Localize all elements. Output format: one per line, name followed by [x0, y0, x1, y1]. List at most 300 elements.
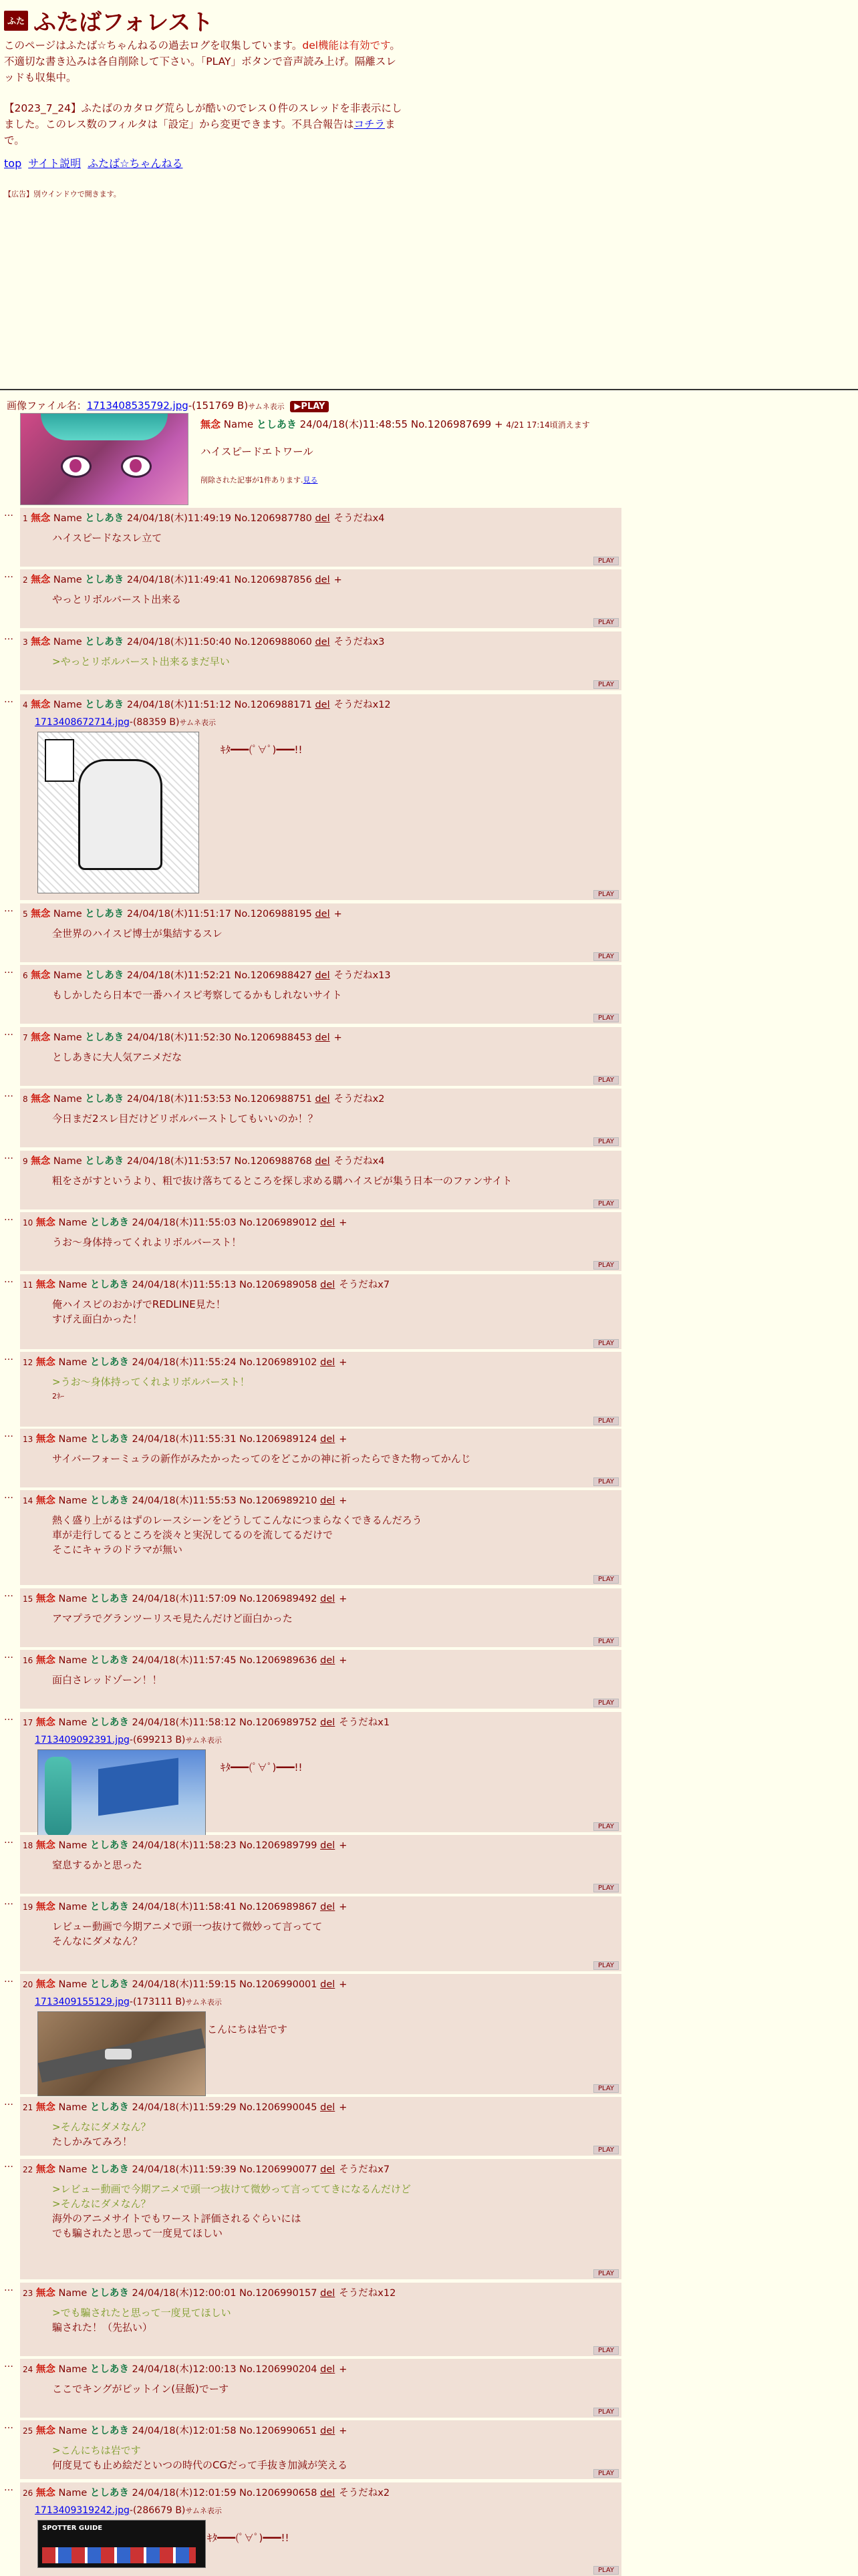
comment-line: 海外のアニメサイトでもワースト評価されるぐらいには [52, 2212, 301, 2225]
name-label: Name [58, 2288, 88, 2299]
quote-line: >そんなにダメなん？ [52, 2198, 151, 2210]
del-link[interactable]: del [315, 637, 330, 648]
del-link[interactable]: del [320, 1979, 335, 1990]
play-button[interactable]: PLAY [593, 2269, 619, 2278]
post-datetime: 24/04/18(木)11:55:03 [132, 1218, 237, 1228]
response-box [20, 1650, 621, 1709]
name-label: Name [53, 1094, 82, 1105]
name-label: Name [53, 700, 82, 710]
bug-report-link[interactable]: コチラ [353, 118, 385, 130]
post-number[interactable]: No.1206990001 [239, 1979, 317, 1990]
play-button[interactable]: PLAY [593, 680, 619, 689]
del-link[interactable]: del [315, 700, 330, 710]
post-datetime: 24/04/18(木)11:55:53 [132, 1495, 237, 1506]
play-button[interactable]: PLAY [593, 1199, 619, 1208]
response [4, 1974, 616, 2094]
post-number[interactable]: No.1206988171 [234, 700, 312, 710]
quote-line: >そんなにダメなん？ [52, 2121, 151, 2133]
sodane-button[interactable]: + [339, 1655, 347, 1666]
response [4, 2283, 616, 2356]
post-datetime: 24/04/18(木)12:00:13 [132, 2364, 237, 2375]
attached-image[interactable] [37, 1749, 206, 1844]
file-line [35, 2505, 222, 2516]
name-label: Name [58, 1840, 88, 1851]
response [4, 631, 616, 690]
op-header [200, 417, 590, 431]
post-datetime: 24/04/18(木)11:55:31 [132, 1434, 237, 1445]
response-index: 13 [23, 1435, 33, 1444]
poster-name: としあき [85, 1032, 124, 1043]
sodane-button[interactable]: そうだねx12 [333, 700, 391, 710]
post-number[interactable]: No.1206988060 [234, 637, 312, 648]
post-number[interactable]: No.1206990045 [239, 2102, 317, 2113]
response [4, 1212, 616, 1271]
del-link[interactable]: del [320, 2426, 335, 2436]
poster-name: としあき [85, 1156, 124, 1167]
play-button[interactable]: PLAY [593, 557, 619, 565]
response [4, 1089, 616, 1147]
sodane-button[interactable]: + [333, 909, 342, 919]
del-link[interactable]: del [320, 1655, 335, 1666]
response [4, 1712, 616, 1832]
del-link[interactable]: del [320, 2288, 335, 2299]
name-label: Name [223, 418, 254, 430]
play-button[interactable]: PLAY [593, 1076, 619, 1085]
response-header [23, 1653, 347, 1667]
file-link[interactable]: 1713409092391.jpg [35, 1735, 130, 1745]
play-button[interactable]: PLAY [593, 1261, 619, 1270]
subject: 無念 [31, 575, 51, 585]
post-number[interactable]: No.1206988427 [234, 970, 312, 981]
reply-marker: … [4, 903, 13, 914]
poster-name: としあき [85, 909, 124, 919]
play-button[interactable]: PLAY [593, 1417, 619, 1425]
del-link[interactable]: del [320, 1717, 335, 1728]
comment-line: 全世界のハイスピ博士が集結するスレ [52, 927, 223, 940]
del-link[interactable]: del [320, 2488, 335, 2498]
response-index: 24 [23, 2365, 33, 2374]
eye-shape [61, 455, 92, 478]
response-box [20, 1027, 621, 1086]
subject: 無念 [31, 700, 51, 710]
subject: 無念 [35, 1495, 55, 1506]
op-file-bar [7, 398, 329, 412]
post-number[interactable]: No.1206989058 [239, 1280, 317, 1290]
reply-marker: … [4, 1490, 13, 1501]
sodane-button[interactable]: + [339, 1979, 347, 1990]
response-index: 9 [23, 1157, 28, 1166]
name-label: Name [58, 1495, 88, 1506]
post-number[interactable]: No.1206988453 [234, 1032, 312, 1043]
file-size: -(286679 B) [129, 2505, 186, 2516]
response-index: 22 [23, 2165, 33, 2174]
comment-line: 車が走行してるところを淡々と実況してるのを流してるだけで [52, 1529, 333, 1541]
file-line [35, 717, 216, 728]
reply-marker: … [4, 1212, 13, 1223]
response-index: 7 [23, 1033, 28, 1042]
del-link[interactable]: del [315, 1156, 330, 1167]
response-header [23, 1838, 347, 1852]
post-number[interactable]: No.1206987856 [234, 575, 312, 585]
del-link[interactable]: del [320, 1902, 335, 1912]
intro [4, 37, 405, 163]
poster-name: としあき [90, 1979, 129, 1990]
comment-line: すげえ面白かった！ [52, 1313, 143, 1325]
name-label: Name [58, 1902, 88, 1912]
sodane-button[interactable]: + [339, 1840, 347, 1851]
response-box [20, 1588, 621, 1647]
response-index: 2 [23, 575, 28, 585]
sodane-button[interactable]: そうだねx4 [333, 513, 385, 524]
sodane-button[interactable]: そうだねx3 [333, 637, 385, 648]
response-header [23, 2162, 390, 2176]
deleted-note [200, 474, 318, 485]
post-datetime: 24/04/18(木)11:57:09 [132, 1594, 237, 1604]
post-number[interactable]: No.1206987780 [234, 513, 312, 524]
reply-marker: … [4, 1151, 13, 1161]
thumb-toggle[interactable]: サムネ表示 [248, 402, 285, 411]
subject: 無念 [31, 637, 51, 648]
play-button[interactable]: PLAY [593, 2566, 619, 2575]
play-button[interactable]: PLAY [593, 2469, 619, 2478]
del-link[interactable]: del [320, 2102, 335, 2113]
sodane-button[interactable]: + [339, 2364, 347, 2375]
comment-line: たしかみてみろ！ [52, 2136, 133, 2148]
attached-image[interactable] [37, 732, 199, 893]
del-link[interactable]: del [320, 1218, 335, 1228]
name-label: Name [58, 2164, 88, 2175]
sodane-button[interactable]: そうだねx1 [339, 1717, 390, 1728]
sodane-button[interactable]: + [339, 1902, 347, 1912]
intro-paragraph-2 [4, 100, 405, 148]
post-datetime: 24/04/18(木)11:55:13 [132, 1280, 237, 1290]
response-box [20, 1974, 621, 2094]
comment-line: もしかしたら日本で一番ハイスピ考察してるかもしれないサイト [52, 989, 342, 1001]
del-link[interactable]: del [320, 1594, 335, 1604]
response-box [20, 2159, 621, 2279]
intro-text: 【2023_7_24】ふたばのカタログ荒らしが酷いのでレス０件のスレッドを非表示にしました。このレス数のフィルタは「設定」から変更できます。不具合報告は [4, 102, 402, 130]
response-box [20, 903, 621, 962]
show-deleted-link[interactable]: 見る [303, 476, 318, 484]
del-link[interactable]: del [315, 575, 330, 585]
poster-name: としあき [85, 637, 124, 648]
post-number[interactable]: No.1206988751 [234, 1094, 312, 1105]
response-index: 5 [23, 909, 28, 919]
poster-name: としあき [90, 1495, 129, 1506]
subject: 無念 [35, 1218, 55, 1228]
reply-marker: … [4, 1896, 13, 1907]
response-header [23, 634, 384, 648]
play-button[interactable]: PLAY [593, 2346, 619, 2355]
response [4, 1490, 616, 1585]
reply-marker: … [4, 1835, 13, 1846]
response-header [23, 1030, 342, 1044]
play-button[interactable]: PLAY [593, 2146, 619, 2154]
post-number[interactable]: No.1206989752 [239, 1717, 317, 1728]
post-number[interactable]: No.1206988195 [234, 909, 312, 919]
del-link[interactable]: del [315, 909, 330, 919]
play-button[interactable]: PLAY [593, 2408, 619, 2416]
post-number[interactable]: No.1206990651 [239, 2426, 317, 2436]
play-button[interactable]: PLAY [593, 1637, 619, 1646]
play-button[interactable]: PLAY [593, 1822, 619, 1831]
post-number[interactable]: No.1206989124 [239, 1434, 317, 1445]
thumb-toggle[interactable]: サムネ表示 [185, 1998, 222, 2007]
visor-shape [41, 414, 168, 440]
play-button[interactable]: PLAY [593, 1014, 619, 1022]
post-number[interactable]: No.1206990204 [239, 2364, 317, 2375]
subject: 無念 [35, 1280, 55, 1290]
play-button[interactable]: PLAY [593, 1961, 619, 1970]
response-box [20, 1712, 621, 1832]
play-button[interactable]: PLAY [593, 2084, 619, 2093]
post-datetime: 24/04/18(木)11:58:23 [132, 1840, 237, 1851]
image-comment: ｷﾀ━━━(ﾟ∀ﾟ)━━━!! [221, 1761, 303, 1773]
poster-name: としあき [256, 418, 297, 430]
response-box [20, 1352, 621, 1427]
response-box [20, 569, 621, 628]
play-button[interactable]: PLAY [593, 890, 619, 899]
site-info-link[interactable]: サイト説明 [28, 157, 82, 170]
del-link[interactable]: del [315, 1032, 330, 1043]
subject: 無念 [35, 1902, 55, 1912]
post-datetime: 24/04/18(木)11:59:29 [132, 2102, 237, 2113]
response [4, 2159, 616, 2279]
response [4, 2482, 616, 2576]
image-comment: ｷﾀ━━━(ﾟ∀ﾟ)━━━!! [207, 2532, 289, 2544]
del-link[interactable]: del [320, 1280, 335, 1290]
response-box [20, 965, 621, 1024]
response-header [23, 1977, 347, 1991]
response [4, 903, 616, 962]
del-link[interactable]: del [320, 1434, 335, 1445]
post-number[interactable]: No.1206989636 [239, 1655, 317, 1666]
name-label: Name [58, 1280, 88, 1290]
intro-text: まで。 [4, 118, 396, 146]
op-file-link[interactable]: 1713408535792.jpg [86, 400, 188, 412]
post-number[interactable]: No.1206989799 [239, 1840, 317, 1851]
response-header [23, 511, 384, 525]
response-box [20, 1089, 621, 1147]
nav-links [4, 155, 189, 170]
comment-line: そんなにダメなん？ [52, 1935, 143, 1947]
quote-line: >こんにちは岩です [52, 2444, 141, 2456]
del-link[interactable]: del [315, 970, 330, 981]
subject: 無念 [35, 1655, 55, 1666]
response-index: 4 [23, 700, 28, 710]
response-index: 18 [23, 1841, 33, 1850]
play-button[interactable]: PLAY [593, 618, 619, 627]
name-label: Name [58, 1594, 88, 1604]
thumb-toggle[interactable]: サムネ表示 [179, 718, 216, 727]
play-button[interactable]: PLAY [593, 1884, 619, 1892]
name-label: Name [53, 575, 82, 585]
play-button[interactable]: PLAY [593, 1477, 619, 1486]
play-button[interactable]: ▶PLAY [290, 401, 329, 412]
comment-line: 面白さレッドゾーン！！ [52, 1674, 162, 1686]
sodane-button[interactable]: そうだねx13 [333, 970, 391, 981]
subject: 無念 [35, 1717, 55, 1728]
sodane-button[interactable]: そうだねx12 [339, 2288, 396, 2299]
reply-marker: … [4, 1974, 13, 1985]
site-header [4, 4, 213, 37]
sodane-button[interactable]: + [339, 1495, 347, 1506]
sodane-button[interactable]: そうだねx7 [339, 2164, 390, 2175]
poster-name: としあき [90, 1902, 129, 1912]
sodane-button[interactable]: そうだねx4 [333, 1156, 385, 1167]
post-datetime: 24/04/18(木)11:59:39 [132, 2164, 237, 2175]
play-button[interactable]: PLAY [593, 1699, 619, 1707]
response-box [20, 1896, 621, 1971]
reply-marker: … [4, 2359, 13, 2370]
file-label: 画像ファイル名： [7, 400, 87, 412]
comment-line: でも騙されたと思って一度見てほしい [52, 2227, 223, 2239]
poster-name: としあき [90, 1594, 129, 1604]
response [4, 1896, 616, 1971]
response-header [23, 1215, 347, 1229]
post-number[interactable]: No.1206989492 [239, 1594, 317, 1604]
play-button[interactable]: PLAY [593, 1575, 619, 1584]
post-number[interactable]: No.1206988768 [234, 1156, 312, 1167]
reply-marker: … [4, 2283, 13, 2293]
response-box [20, 2283, 621, 2356]
comment-line: ここでキングがピットイン(昼飯)でーす [52, 2383, 229, 2395]
subject: 無念 [31, 970, 51, 981]
post-datetime: 24/04/18(木)11:57:45 [132, 1655, 237, 1666]
subject: 無念 [35, 2364, 55, 2375]
quote-line: >でも騙されたと思って一度見てほしい [52, 2307, 231, 2319]
response-header [23, 1591, 347, 1605]
response-index: 15 [23, 1594, 33, 1604]
response-box [20, 631, 621, 690]
op-image[interactable] [20, 413, 188, 505]
del-link[interactable]: del [315, 513, 330, 524]
comment-line: 熱く盛り上がるはずのレースシーンをどうしてこんなにつまらなくできるんだろう [52, 1514, 422, 1526]
response-box [20, 2097, 621, 2156]
response [4, 1588, 616, 1647]
response-box [20, 1835, 621, 1894]
response [4, 569, 616, 628]
response-header [23, 572, 342, 586]
reply-marker: … [4, 1274, 13, 1285]
response-index: 16 [23, 1656, 33, 1665]
file-size: -(173111 B) [129, 1997, 186, 2007]
post-datetime: 24/04/18(木)11:50:40 [126, 637, 231, 648]
del-notice: del機能は有効です [302, 39, 390, 51]
sodane-button[interactable]: + [339, 2426, 347, 2436]
post-number[interactable]: No.1206989210 [239, 1495, 317, 1506]
post-number[interactable]: No.1206989102 [239, 1357, 317, 1368]
sodane-button[interactable]: + [339, 1357, 347, 1368]
top-link[interactable]: top [4, 157, 22, 170]
post-datetime: 24/04/18(木)12:01:58 [132, 2426, 237, 2436]
post-datetime: 24/04/18(木)11:58:41 [132, 1902, 237, 1912]
thumb-toggle[interactable]: サムネ表示 [185, 1736, 222, 1745]
response-header [23, 2485, 390, 2499]
sodane-button[interactable]: + [339, 1434, 347, 1445]
op-body: ハイスピードエトワール [200, 446, 313, 458]
post-number[interactable]: No.1206990077 [239, 2164, 317, 2175]
subject: 無念 [35, 1594, 55, 1604]
reply-marker: … [4, 569, 13, 580]
sodane-button[interactable]: + [339, 1594, 347, 1604]
name-label: Name [58, 2102, 88, 2113]
subject: 無念 [200, 418, 221, 430]
sodane-button[interactable]: + [339, 2102, 347, 2113]
reply-marker: … [4, 694, 13, 705]
response [4, 965, 616, 1024]
file-link[interactable]: 1713409155129.jpg [35, 1997, 130, 2007]
sodane-button[interactable]: + [339, 1218, 347, 1228]
post-number[interactable]: No.1206987699 [410, 418, 492, 430]
post-number[interactable]: No.1206990157 [239, 2288, 317, 2299]
name-label: Name [58, 2426, 88, 2436]
del-link[interactable]: del [320, 1840, 335, 1851]
comment-line: 今日まだ2スレ目だけどリボルバーストしてもいいのか！？ [52, 1113, 318, 1125]
post-datetime: 24/04/18(木)11:58:12 [132, 1717, 237, 1728]
post-number[interactable]: No.1206990658 [239, 2488, 317, 2498]
post-number[interactable]: No.1206989012 [239, 1218, 317, 1228]
play-button[interactable]: PLAY [593, 1339, 619, 1348]
name-label: Name [53, 513, 82, 524]
comment-line: そこにキャラのドラマが無い [52, 1544, 183, 1556]
reply-marker: … [4, 1650, 13, 1661]
del-link[interactable]: del [320, 2364, 335, 2375]
reply-marker: … [4, 965, 13, 976]
post-number[interactable]: No.1206989867 [239, 1902, 317, 1912]
name-label: Name [58, 1357, 88, 1368]
futaba-link[interactable]: ふたば☆ちゃんねる [88, 157, 183, 170]
name-label: Name [58, 1717, 88, 1728]
file-line [35, 1997, 222, 2007]
sodane-button[interactable]: そうだねx2 [339, 2488, 390, 2498]
sodane-button[interactable]: + [494, 418, 503, 430]
response-header [23, 1431, 347, 1445]
sodane-button[interactable]: そうだねx2 [333, 1094, 385, 1105]
post-datetime: 24/04/18(木)12:00:01 [132, 2288, 237, 2299]
subject: 無念 [31, 1094, 51, 1105]
poster-name: としあき [90, 2488, 129, 2498]
del-link[interactable]: del [320, 1495, 335, 1506]
subject: 無念 [35, 2426, 55, 2436]
intro-text: 。不適切な書き込みは各自削除して下さい。「PLAY」ボタンで音声読み上げ。隔離スレッドも収集中。 [4, 39, 400, 84]
response-header [23, 1715, 390, 1729]
play-button[interactable]: PLAY [593, 1137, 619, 1146]
thumb-toggle[interactable]: サムネ表示 [185, 2507, 222, 2515]
sodane-button[interactable]: + [333, 575, 342, 585]
response-index: 3 [23, 637, 28, 647]
sodane-button[interactable]: + [333, 1032, 342, 1043]
response-header [23, 2100, 347, 2114]
del-link[interactable]: del [320, 2164, 335, 2175]
sodane-button[interactable]: そうだねx7 [339, 1280, 390, 1290]
attached-image[interactable]: SPOTTER GUIDE [37, 2520, 206, 2568]
image-comment: こんにちは岩です [207, 2023, 288, 2035]
site-logo[interactable] [4, 11, 28, 31]
file-link[interactable]: 1713408672714.jpg [35, 717, 130, 728]
poster-name: としあき [85, 513, 124, 524]
play-button[interactable]: PLAY [593, 952, 619, 961]
poster-name: としあき [85, 970, 124, 981]
attached-image[interactable] [37, 2011, 206, 2096]
file-link[interactable]: 1713409319242.jpg [35, 2505, 130, 2516]
reply-marker: … [4, 2420, 13, 2431]
del-link[interactable]: del [320, 1357, 335, 1368]
response-box [20, 1212, 621, 1271]
post-datetime: 24/04/18(木)11:53:57 [126, 1156, 231, 1167]
del-link[interactable]: del [315, 1094, 330, 1105]
subject: 無念 [31, 1032, 51, 1043]
